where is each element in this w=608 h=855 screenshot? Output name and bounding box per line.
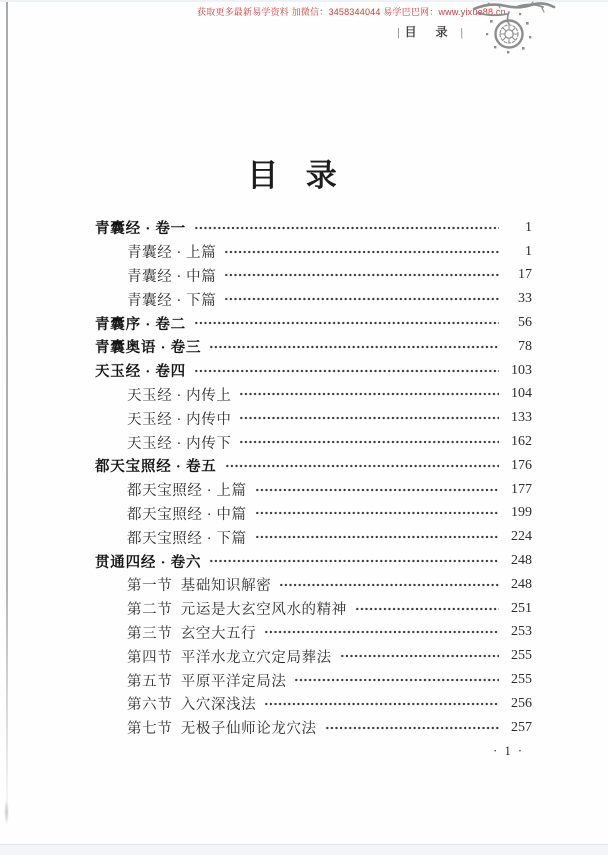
toc-entry-label: 青囊经 · 卷一 bbox=[95, 221, 186, 238]
header-right-bar: | bbox=[460, 25, 463, 39]
toc-entry bbox=[95, 549, 532, 573]
toc-entry-label: 第七节 无极子仙师论龙穴法 bbox=[127, 721, 317, 738]
toc-entry bbox=[95, 359, 532, 383]
toc-entry-page: 162 bbox=[511, 434, 532, 450]
toc-entry-label: 天玉经 · 内传中 bbox=[127, 411, 232, 428]
toc-entry-label: 天玉经 · 内传上 bbox=[127, 387, 232, 404]
toc-entry-label: 都天宝照经 · 下篇 bbox=[127, 530, 247, 547]
toc-entry bbox=[95, 525, 532, 549]
toc-entry-page: 248 bbox=[511, 576, 532, 592]
toc-entry-page: 1 bbox=[525, 219, 532, 235]
page-number: · 1 · bbox=[493, 744, 524, 758]
toc-entry bbox=[95, 692, 532, 716]
toc-entry bbox=[95, 573, 532, 597]
toc-entry-label: 第四节 平洋水龙立穴定局葬法 bbox=[127, 649, 332, 666]
toc-entry bbox=[95, 644, 532, 668]
toc-entry bbox=[95, 287, 532, 311]
toc-entry-label: 第六节 入穴深浅法 bbox=[127, 697, 257, 714]
dot-leader bbox=[194, 359, 499, 383]
toc-entry bbox=[95, 216, 532, 240]
toc-entry bbox=[95, 240, 532, 264]
toc-entry-label: 第五节 平原平洋定局法 bbox=[127, 673, 287, 690]
toc-entry-label: 都天宝照经 · 卷五 bbox=[95, 459, 217, 476]
dot-leader bbox=[255, 525, 499, 549]
toc-entry-page: 56 bbox=[518, 315, 532, 331]
toc-entry-label: 都天宝照经 · 中篇 bbox=[127, 506, 247, 523]
dot-leader bbox=[340, 644, 499, 668]
toc-entry-label: 青囊经 · 下篇 bbox=[127, 292, 217, 309]
dot-leader bbox=[294, 668, 499, 692]
dot-leader bbox=[264, 621, 499, 645]
toc-entry-label: 天玉经 · 卷四 bbox=[95, 364, 186, 381]
toc-entry-page: 176 bbox=[511, 457, 532, 473]
running-header bbox=[392, 23, 468, 40]
toc-entry bbox=[95, 311, 532, 335]
dot-leader bbox=[255, 502, 499, 526]
watermark-text: 获取更多最新易学资料 加微信：3458344044 易学巴巴网：www.yixue88.cn bbox=[197, 7, 506, 17]
toc-entry-page: 257 bbox=[511, 719, 532, 735]
toc-entry-label: 青囊奥语 · 卷三 bbox=[95, 340, 202, 357]
dot-leader bbox=[224, 264, 499, 288]
dot-leader bbox=[194, 311, 499, 335]
dot-leader bbox=[255, 478, 499, 502]
dot-leader bbox=[264, 692, 499, 716]
dot-leader bbox=[239, 430, 499, 454]
dot-leader bbox=[225, 454, 499, 478]
toc-entry bbox=[95, 406, 532, 430]
toc-entry bbox=[95, 668, 532, 692]
toc-entry bbox=[95, 383, 532, 407]
toc-entry-page: 17 bbox=[518, 267, 532, 283]
luopan-compass-stamp-icon bbox=[472, 0, 556, 58]
toc-entry bbox=[95, 502, 532, 526]
toc-entry bbox=[95, 621, 532, 645]
toc-entry-label: 青囊经 · 中篇 bbox=[127, 268, 217, 285]
scan-left-edge-line bbox=[6, 2, 8, 830]
toc-entry-page: 133 bbox=[511, 410, 532, 426]
toc-entry bbox=[95, 478, 532, 502]
toc-entry-label: 第一节 基础知识解密 bbox=[127, 578, 272, 595]
dot-leader bbox=[279, 573, 499, 597]
toc-entry-page: 199 bbox=[511, 505, 532, 521]
dot-leader bbox=[209, 335, 499, 359]
toc-entry-page: 177 bbox=[511, 481, 532, 497]
dot-leader bbox=[194, 216, 499, 240]
toc-entry-label: 青囊序 · 卷二 bbox=[95, 316, 186, 333]
running-header-title: 目 录 bbox=[404, 25, 456, 39]
toc-entry-label: 青囊经 · 上篇 bbox=[127, 245, 217, 262]
toc-entry-page: 1 bbox=[525, 243, 532, 259]
dot-leader bbox=[224, 287, 499, 311]
scan-bottom-edge bbox=[0, 844, 608, 855]
dot-leader bbox=[239, 383, 499, 407]
toc-entry-page: 103 bbox=[511, 362, 532, 378]
toc-entry-label: 贯通四经 · 卷六 bbox=[95, 554, 202, 571]
dot-leader bbox=[224, 240, 499, 264]
toc-entry bbox=[95, 430, 532, 454]
toc-entry-label: 第二节 元运是大玄空风水的精神 bbox=[127, 602, 347, 619]
toc-entry-label: 都天宝照经 · 上篇 bbox=[127, 483, 247, 500]
toc-entry-page: 251 bbox=[511, 600, 532, 616]
scan-smudge-mark bbox=[4, 799, 9, 825]
toc-entry-label: 天玉经 · 内传下 bbox=[127, 435, 232, 452]
dot-leader bbox=[355, 597, 499, 621]
toc-entry bbox=[95, 454, 532, 478]
toc-entry bbox=[95, 335, 532, 359]
toc-entry-page: 33 bbox=[518, 291, 532, 307]
toc-entry-page: 253 bbox=[511, 624, 532, 640]
toc-entry-page: 104 bbox=[511, 386, 532, 402]
toc-entry bbox=[95, 716, 532, 740]
dot-leader bbox=[325, 716, 499, 740]
toc-entry-page: 248 bbox=[511, 553, 532, 569]
toc-entry-page: 255 bbox=[511, 648, 532, 664]
page-title: 目 录 bbox=[247, 158, 341, 193]
toc-entry-page: 256 bbox=[511, 695, 532, 711]
toc-list bbox=[95, 216, 532, 740]
dot-leader bbox=[209, 549, 499, 573]
toc-entry-page: 224 bbox=[511, 529, 532, 545]
header-left-bar: | bbox=[397, 25, 400, 39]
toc-entry-page: 255 bbox=[511, 672, 532, 688]
toc-entry-label: 第三节 玄空大五行 bbox=[127, 625, 257, 642]
dot-leader bbox=[239, 406, 499, 430]
toc-entry-page: 78 bbox=[518, 338, 532, 354]
toc-entry bbox=[95, 597, 532, 621]
toc-entry bbox=[95, 264, 532, 288]
